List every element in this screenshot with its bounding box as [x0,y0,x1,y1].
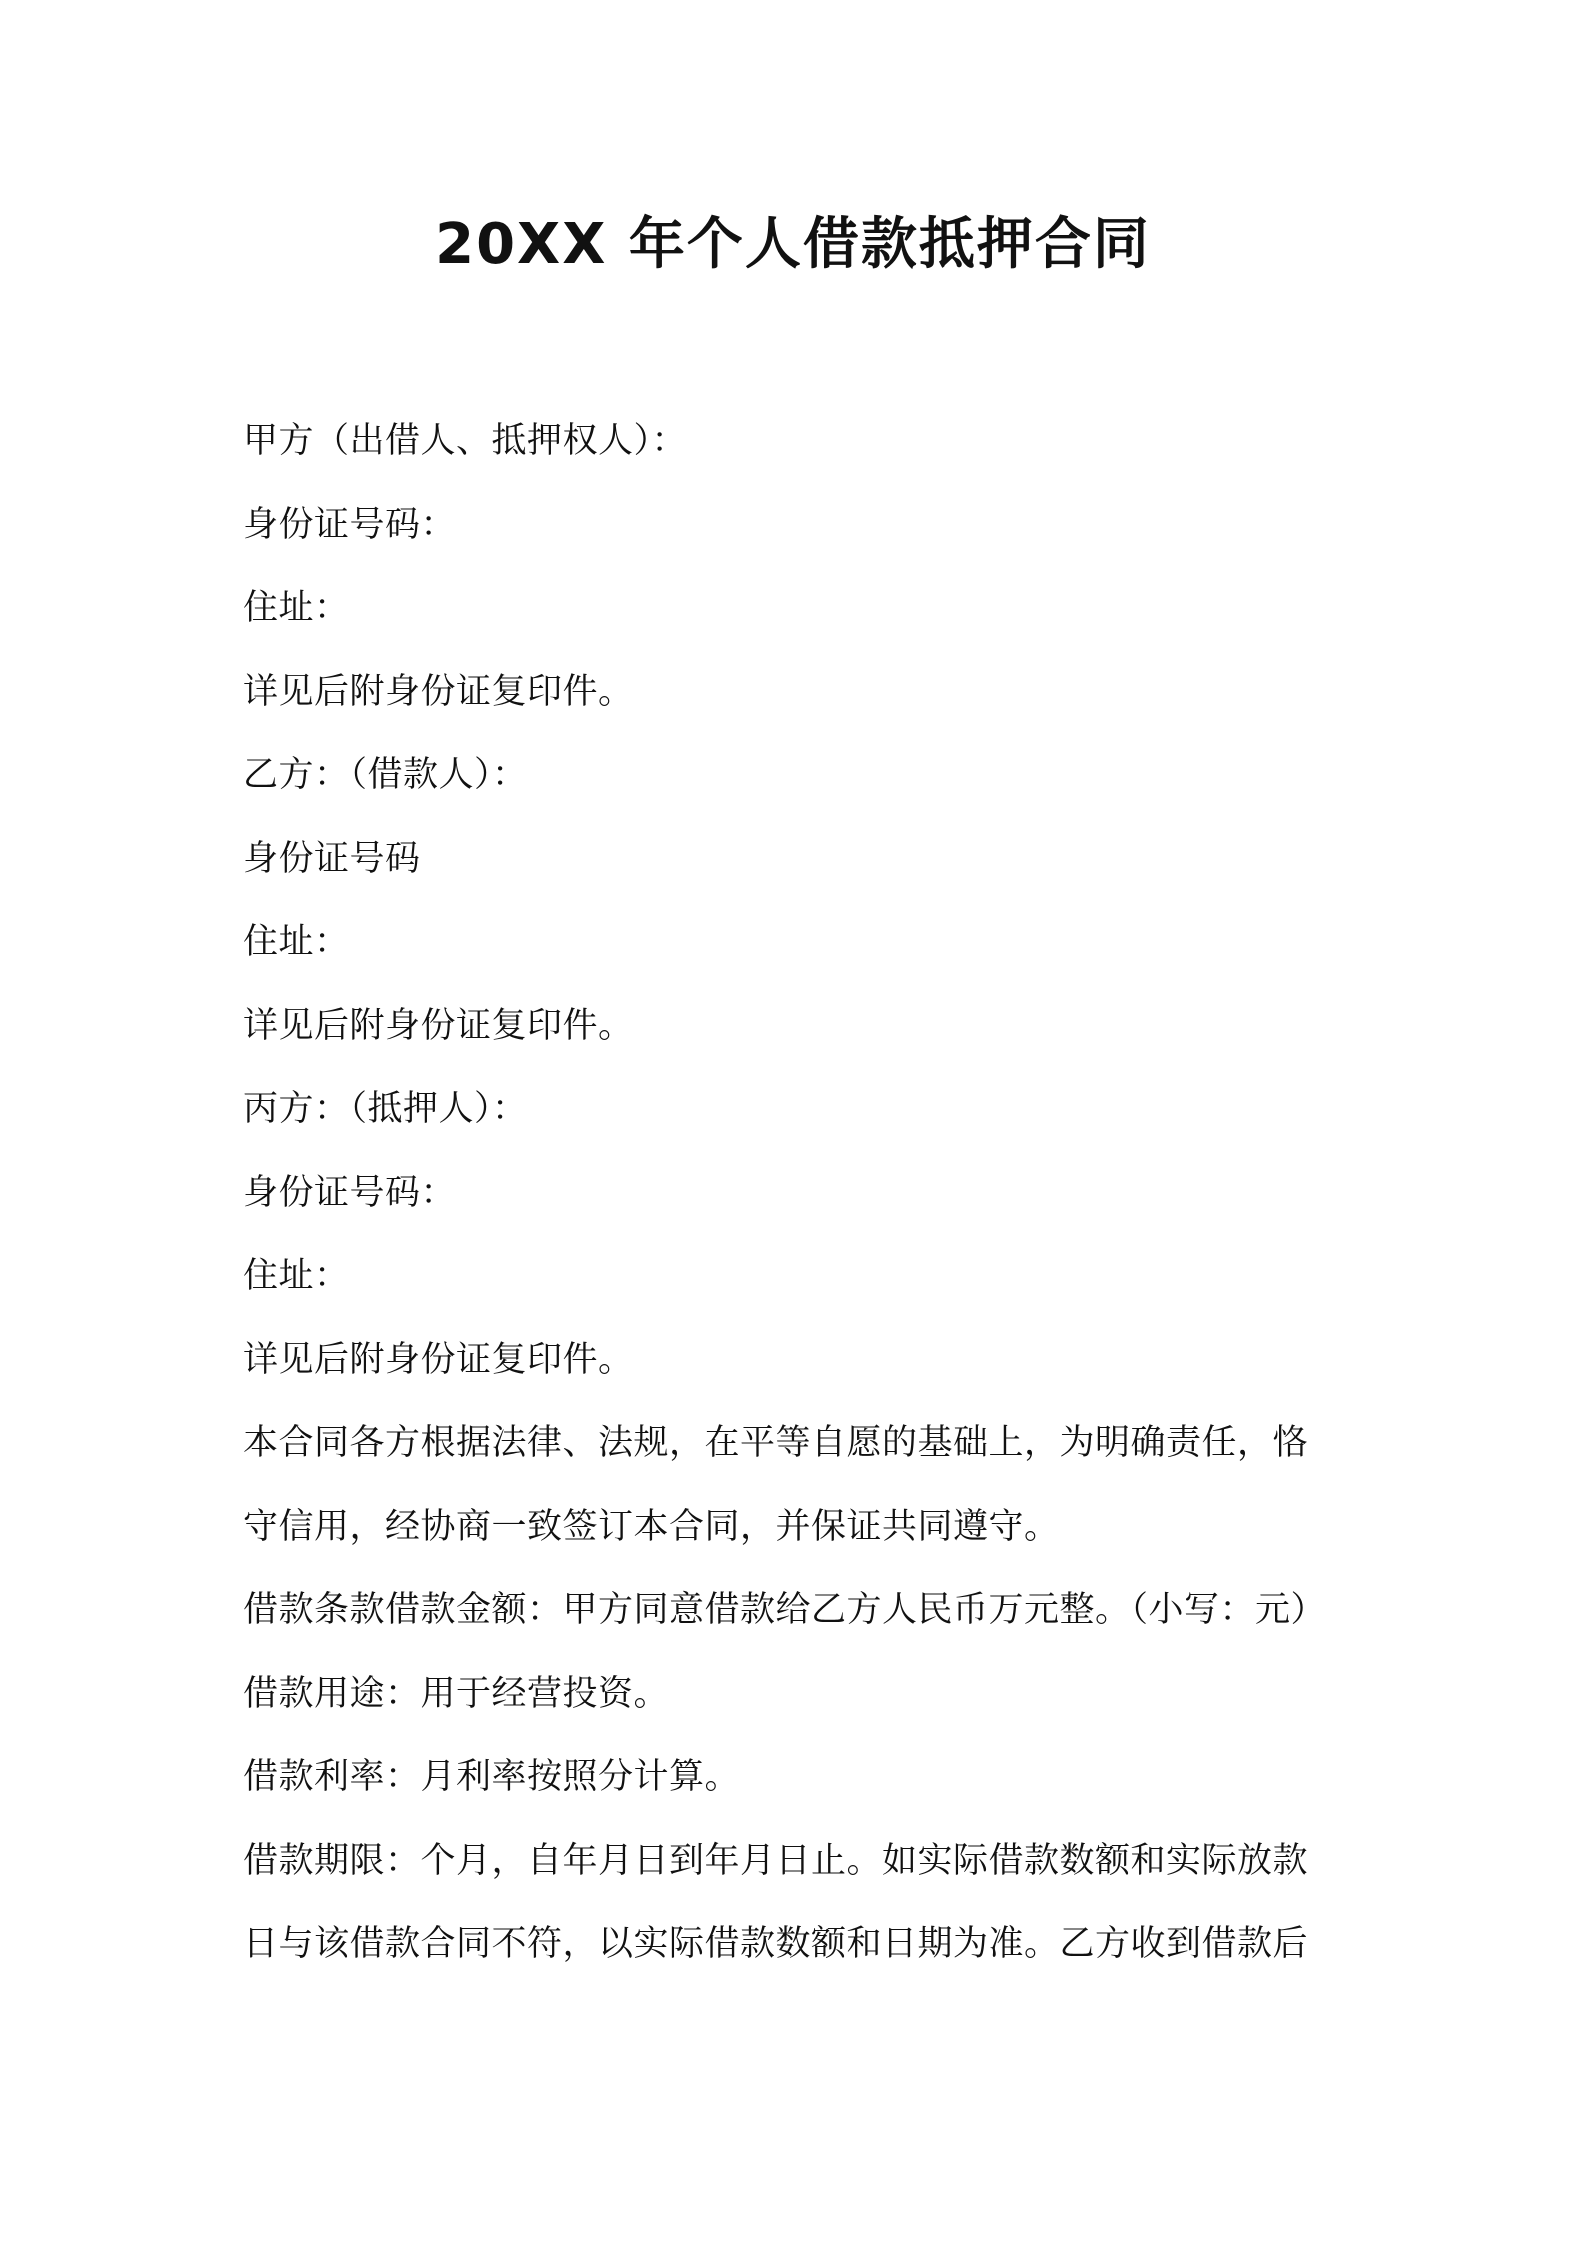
party-a-label: 甲方（出借人、抵押权人）： [243,421,688,461]
party-b-label: 乙方：（借款人）： [243,755,528,795]
document-title: 20XX 年个人借款抵押合同 [435,212,1151,277]
party-c-label: 丙方：（抵押人）： [243,1089,528,1129]
party-c-address: 住址： [243,1256,350,1296]
loan-rate-clause: 借款利率：月利率按照分计算。 [243,1757,741,1797]
loan-purpose-clause: 借款用途：用于经营投资。 [243,1673,670,1714]
loan-term-clause-line-1: 借款期限：个月，自年月日到年月日止。如实际借款数额和实际放款 [243,1840,1309,1881]
loan-amount-clause: 借款条款借款金额：甲方同意借款给乙方人民币万元整。（小写：元） [243,1590,1327,1630]
party-b-id-copy-note: 详见后附身份证复印件。 [243,1005,634,1046]
document-body [243,400,1373,1987]
party-a-address: 住址： [243,588,350,628]
party-a-id-number: 身份证号码： [243,504,457,545]
party-c-id-number: 身份证号码： [243,1172,457,1213]
loan-term-clause-line-2: 日与该借款合同不符，以实际借款数额和日期为准。乙方收到借款后 [243,1924,1309,1964]
preamble-line-2: 守信用，经协商一致签订本合同，并保证共同遵守。 [243,1506,1060,1547]
party-a-id-copy-note: 详见后附身份证复印件。 [243,671,634,712]
party-c-id-copy-note: 详见后附身份证复印件。 [243,1339,634,1380]
preamble-line-1: 本合同各方根据法律、法规，在平等自愿的基础上，为明确责任，恪 [243,1423,1309,1463]
party-b-address: 住址： [243,922,350,962]
party-b-id-number: 身份证号码 [243,838,421,879]
